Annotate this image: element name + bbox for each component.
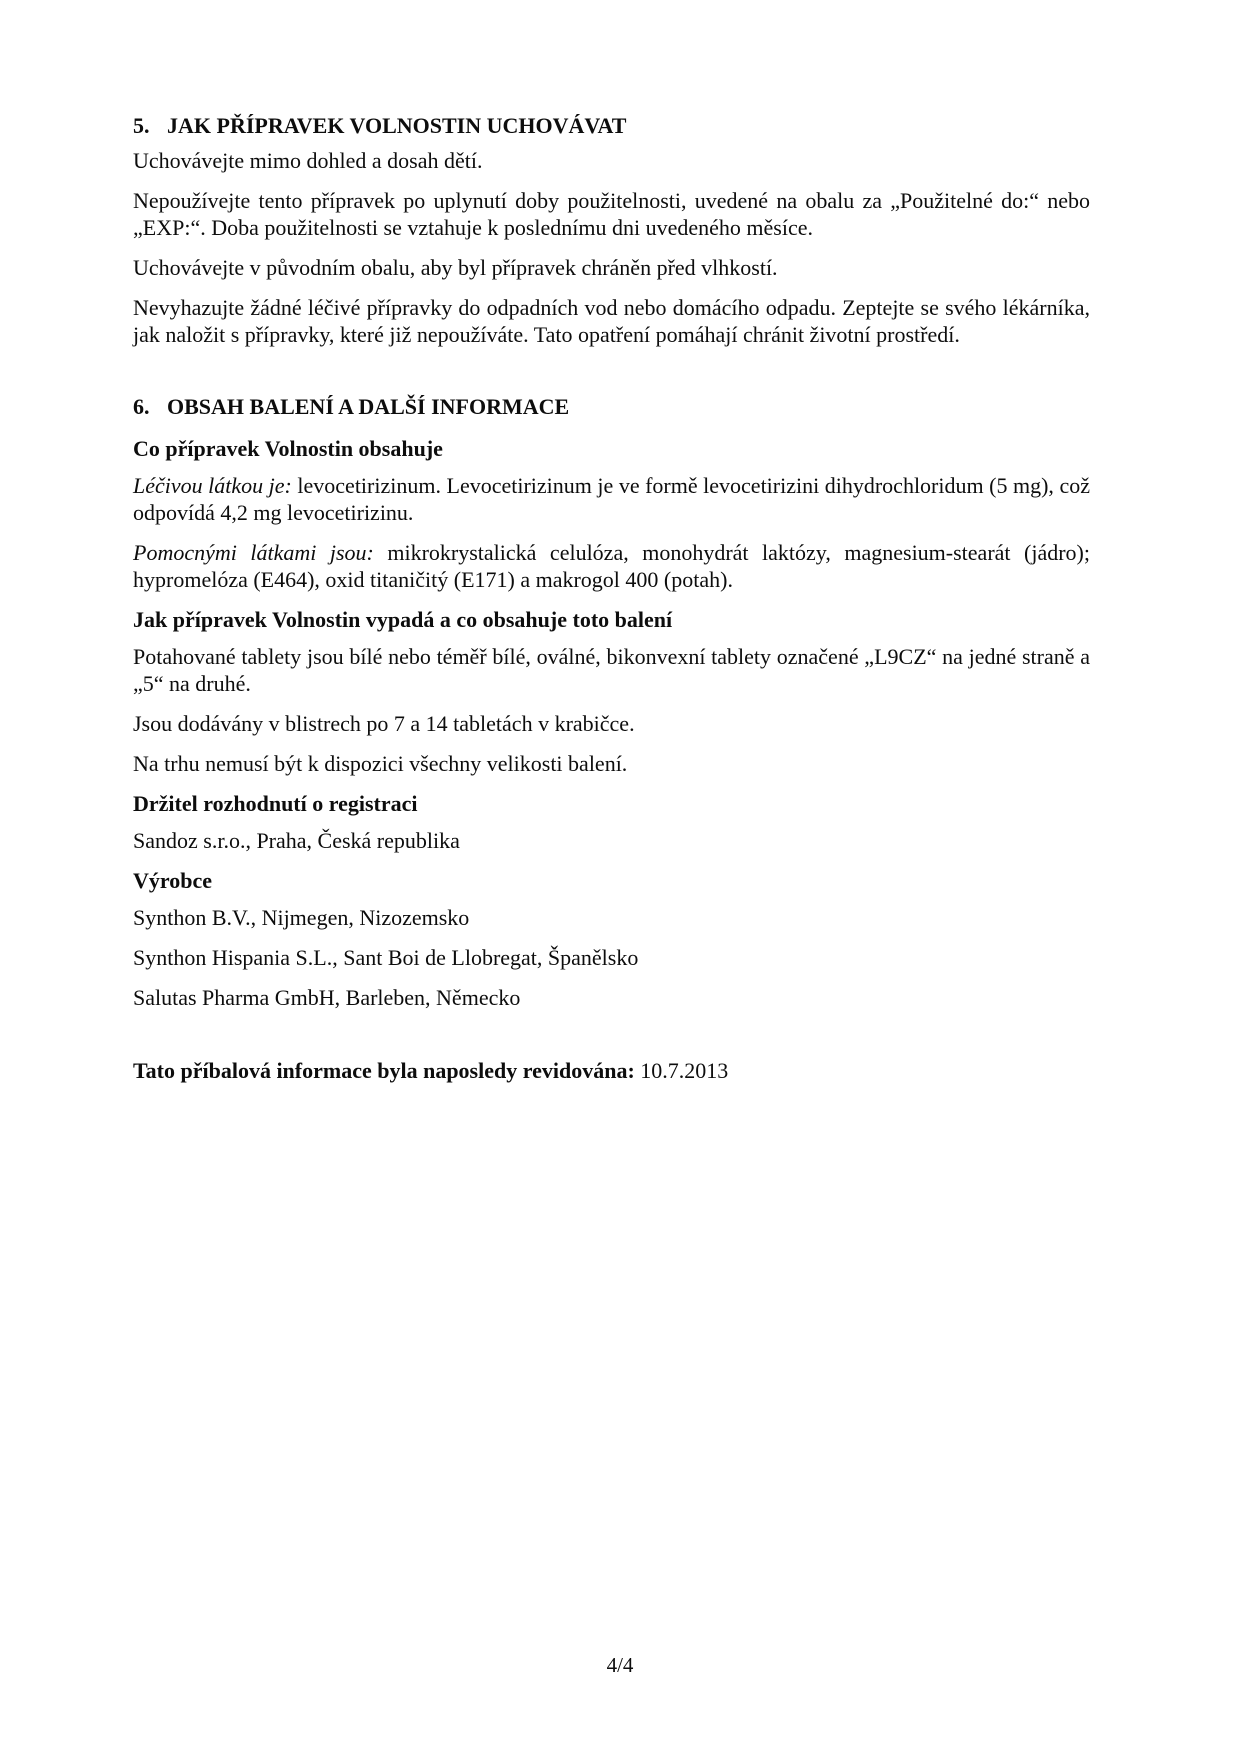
paragraph-excipients [133,539,1090,593]
paragraph-manufacturer-2: Synthon Hispania S.L., Sant Boi de Llobregat, Španělsko [133,945,639,970]
section-6-title: OBSAH BALENÍ A DALŠÍ INFORMACE [167,394,570,419]
paragraph-disposal: Nevyhazujte žádné léčivé přípravky do odpadních vod nebo domácího odpadu. Zeptejte se svého lékárníka, jak naložit s přípravky, které již nepoužíváte. Tato opatření pomáhají chránit životní prostředí. [133,295,1090,347]
paragraph-keep-out-of-reach: Uchovávejte mimo dohled a dosah dětí. [133,148,483,173]
paragraph-holder: Sandoz s.r.o., Praha, Česká republika [133,828,460,853]
paragraph-market-availability: Na trhu nemusí být k dispozici všechny velikosti balení. [133,751,628,776]
subheading-appearance: Jak přípravek Volnostin vypadá a co obsahuje toto balení [133,607,673,632]
active-substance-rest: levocetirizinum. Levocetirizinum je ve formě levocetirizini dihydrochloridum (5 mg), což odpovídá 4,2 mg levocetirizinu. [133,473,1090,525]
leaflet-content [133,112,1090,1084]
revision-line [133,1057,1090,1084]
section-6-number: 6. [133,394,150,419]
subheading-manufacturer: Výrobce [133,868,213,893]
revision-label: Tato příbalová informace byla naposledy revidována: [133,1058,635,1083]
subheading-composition: Co přípravek Volnostin obsahuje [133,436,443,461]
section-5-number: 5. [133,113,150,138]
excipients-lead: Pomocnými látkami jsou: [133,540,374,565]
paragraph-appearance: Potahované tablety jsou bílé nebo téměř bílé, oválné, bikonvexní tablety označené „L9CZ“ na jedné straně a „5“ na druhé. [133,644,1090,696]
paragraph-manufacturer-1: Synthon B.V., Nijmegen, Nizozemsko [133,905,470,930]
active-substance-lead: Léčivou látkou je: [133,473,292,498]
section-6-heading [133,393,1090,420]
paragraph-active-substance [133,472,1090,526]
section-5-title: JAK PŘÍPRAVEK VOLNOSTIN UCHOVÁVAT [167,113,627,138]
subheading-registration-holder: Držitel rozhodnutí o registraci [133,791,418,816]
paragraph-manufacturer-3: Salutas Pharma GmbH, Barleben, Německo [133,985,521,1010]
paragraph-original-package: Uchovávejte v původním obalu, aby byl přípravek chráněn před vlhkostí. [133,255,778,280]
paragraph-expiry: Nepoužívejte tento přípravek po uplynutí doby použitelnosti, uvedené na obalu za „Použitelné do:“ nebo „EXP:“. Doba použitelnosti se vztahuje k poslednímu dni uvedeného měsíce. [133,188,1090,240]
excipients-rest: mikrokrystalická celulóza, monohydrát laktózy, magnesium-stearát (jádro); hypromelóza (E464), oxid titaničitý (E171) a makrogol 400 (potah). [133,540,1090,592]
section-5-heading [133,112,1090,139]
page-number: 4/4 [606,1653,634,1677]
paragraph-blisters: Jsou dodávány v blistrech po 7 a 14 tabletách v krabičce. [133,711,635,736]
revision-date: 10.7.2013 [634,1058,729,1083]
